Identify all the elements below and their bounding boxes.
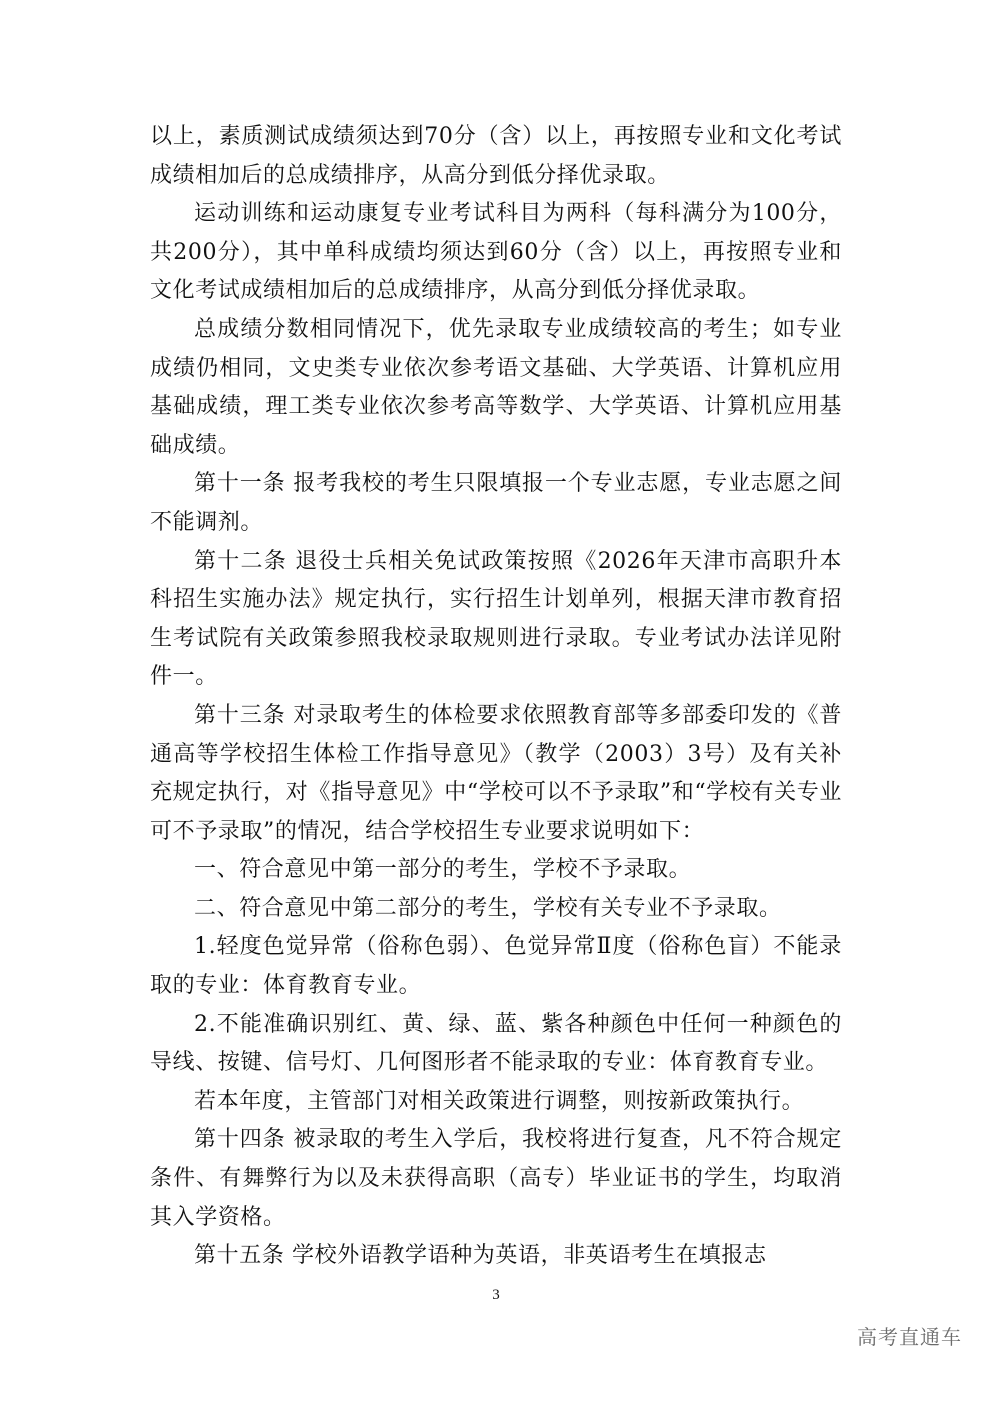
article-15: 第十五条 学校外语教学语种为英语，非英语考生在填报志 [194,1243,767,1269]
list-item: 1.轻度色觉异常（俗称色弱）、色觉异常Ⅱ度（俗称色盲）不能录取的专业：体育教育专业。 [150,934,842,999]
paragraph: 总成绩分数相同情况下，优先录取专业成绩较高的考生；如专业成绩仍相同，文史类专业依次参考语文基础、大学英语、计算机应用基础成绩，理工类专业依次参考高等数学、大学英语、计算机应用基础成绩。 [150,316,842,458]
article-12: 第十二条 退役士兵相关免试政策按照《2026年天津市高职升本科招生实施办法》规定执行，实行招生计划单列，根据天津市教育招生考试院有关政策参照我校录取规则进行录取。专业考试办法详见附件一。 [150,548,842,690]
list-item: 2.不能准确识别红、黄、绿、蓝、紫各种颜色中任何一种颜色的导线、按键、信号灯、几何图形者不能录取的专业：体育教育专业。 [150,1011,842,1076]
list-item: 一、符合意见中第一部分的考生，学校不予录取。 [194,857,692,883]
article-14: 第十四条 被录取的考生入学后，我校将进行复查，凡不符合规定条件、有舞弊行为以及未获得高职（高专）毕业证书的学生，均取消其入学资格。 [150,1127,842,1230]
list-item: 二、符合意见中第二部分的考生，学校有关专业不予录取。 [194,895,782,921]
document-body [150,118,842,1276]
article-13: 第十三条 对录取考生的体检要求依照教育部等多部委印发的《普通高等学校招生体检工作指导意见》（教学（2003）3号）及有关补充规定执行，对《指导意见》中“学校可以不予录取”和“学校有关专业可不予录取”的情况，结合学校招生专业要求说明如下： [150,702,842,844]
paragraph: 以上，素质测试成绩须达到70分（含）以上，再按照专业和文化考试成绩相加后的总成绩排序，从高分到低分择优录取。 [150,124,842,188]
watermark: 高考直通车 [857,1325,962,1349]
article-11: 第十一条 报考我校的考生只限填报一个专业志愿，专业志愿之间不能调剂。 [150,471,842,535]
page-number: 3 [492,1287,500,1303]
paragraph: 若本年度，主管部门对相关政策进行调整，则按新政策执行。 [194,1088,805,1114]
paragraph: 运动训练和运动康复专业考试科目为两科（每科满分为100分，共200分），其中单科成绩均须达到60分（含）以上，再按照专业和文化考试成绩相加后的总成绩排序，从高分到低分择优录取。 [150,201,842,304]
